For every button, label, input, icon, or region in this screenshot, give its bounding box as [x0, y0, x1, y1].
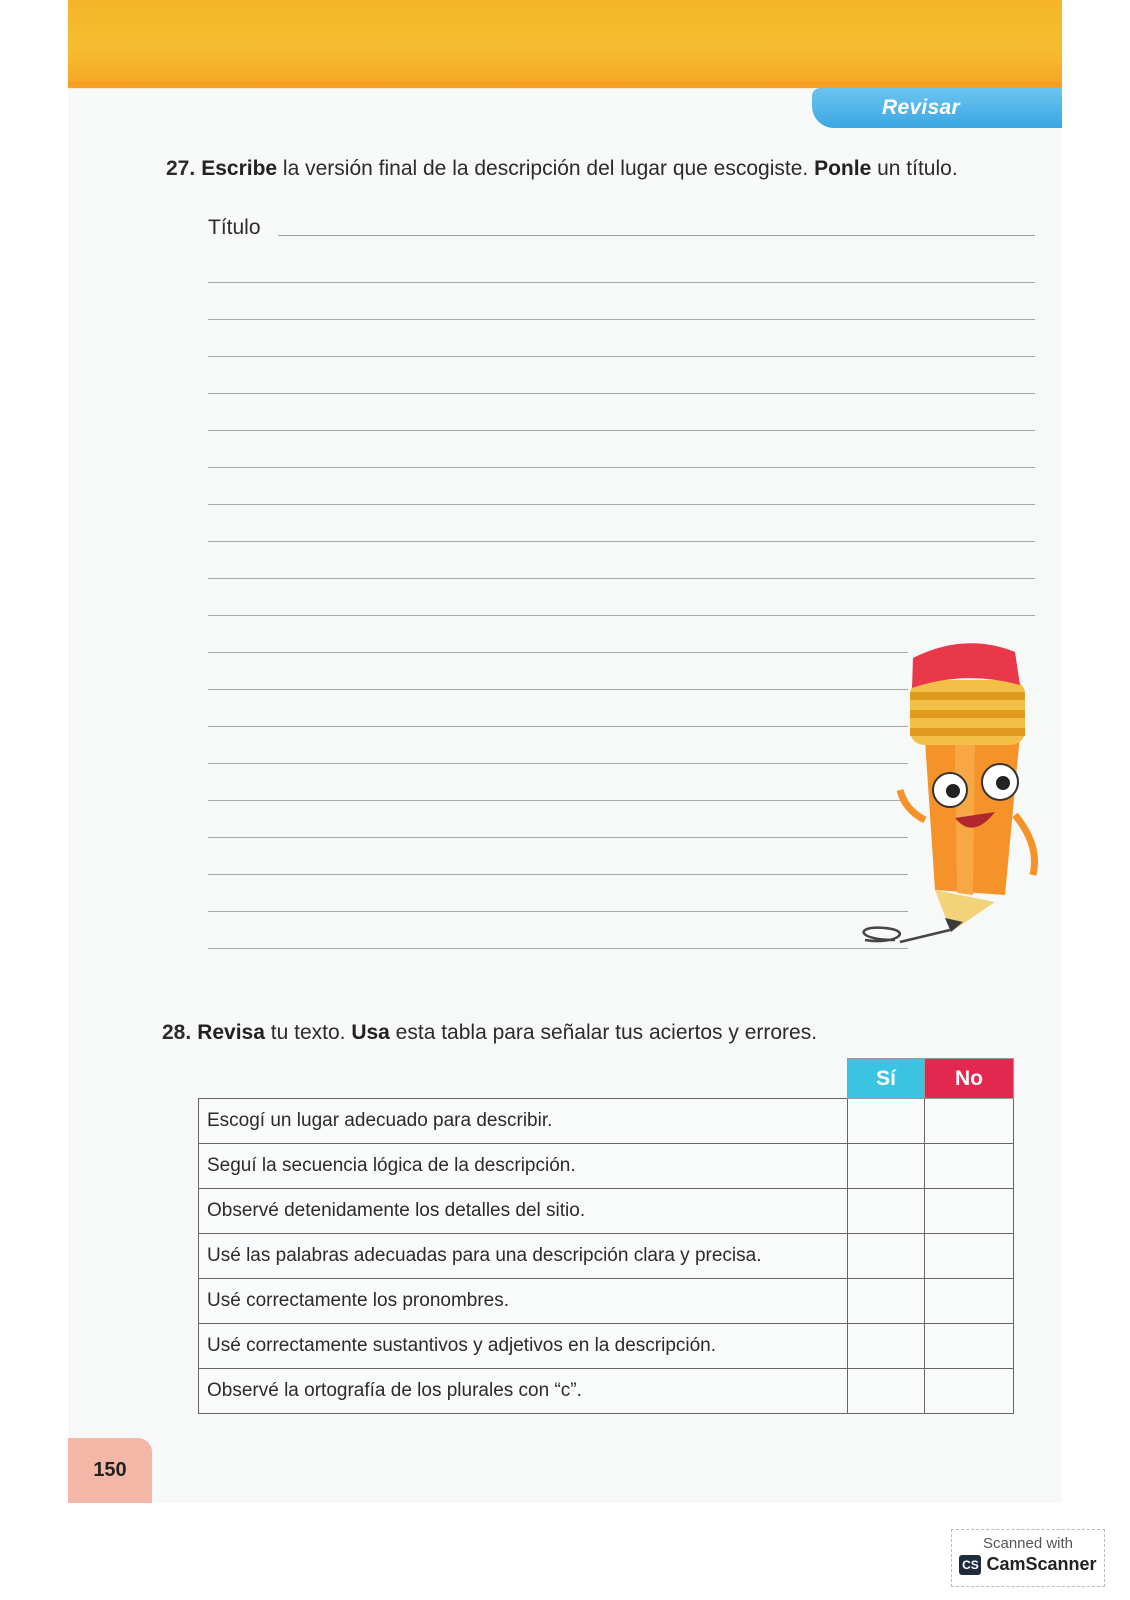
writing-line[interactable] [208, 541, 1035, 542]
checkbox-cell-no[interactable] [925, 1279, 1014, 1324]
table-row [199, 1279, 1014, 1324]
checkbox-cell-no[interactable] [925, 1234, 1014, 1279]
pencil-mascot-illustration [855, 640, 1065, 970]
table-row [199, 1369, 1014, 1414]
checkbox-cell-no[interactable] [925, 1324, 1014, 1369]
writing-line[interactable] [208, 430, 1035, 431]
question-27 [166, 156, 958, 182]
table-row [199, 1234, 1014, 1279]
instruction-text: la versión final de la descripción del lugar que escogiste. [277, 157, 815, 180]
checkbox-cell-si[interactable] [848, 1189, 925, 1234]
checkbox-cell-si[interactable] [848, 1144, 925, 1189]
writing-line[interactable] [208, 504, 1035, 505]
checkbox-cell-no[interactable] [925, 1144, 1014, 1189]
checklist-statement: Observé detenidamente los detalles del sitio. [199, 1189, 848, 1234]
checkbox-cell-si[interactable] [848, 1279, 925, 1324]
question-number: 27. [166, 157, 196, 180]
checklist-statement: Usé correctamente los pronombres. [199, 1279, 848, 1324]
instruction-verb: Escribe [201, 157, 278, 180]
writing-line[interactable] [208, 911, 908, 912]
table-row [199, 1099, 1014, 1144]
checkbox-cell-si[interactable] [848, 1099, 925, 1144]
checklist-statement: Seguí la secuencia lógica de la descripción. [199, 1144, 848, 1189]
checklist-statement: Escogí un lugar adecuado para describir. [199, 1099, 848, 1144]
writing-line[interactable] [208, 393, 1035, 394]
self-assessment-table [198, 1058, 1014, 1414]
table-header-row [199, 1059, 1014, 1099]
writing-line[interactable] [208, 837, 908, 838]
checkbox-cell-si[interactable] [848, 1324, 925, 1369]
header-band [68, 0, 1062, 88]
checkbox-cell-no[interactable] [925, 1369, 1014, 1414]
writing-line[interactable] [208, 282, 1035, 283]
writing-line[interactable] [208, 467, 1035, 468]
question-28 [162, 1020, 817, 1046]
instruction-text: esta tabla para señalar tus aciertos y errores. [389, 1021, 818, 1044]
instruction-verb: Usa [351, 1021, 390, 1044]
writing-line[interactable] [208, 356, 1035, 357]
writing-line[interactable] [208, 726, 908, 727]
checkbox-cell-no[interactable] [925, 1189, 1014, 1234]
question-number: 28. [162, 1021, 192, 1044]
writing-line[interactable] [208, 948, 908, 949]
page-number-tab [68, 1438, 152, 1503]
header-blank-cell [199, 1059, 848, 1099]
scanner-brand-name: CamScanner [986, 1554, 1097, 1574]
instruction-text: tu texto. [264, 1021, 352, 1044]
title-input-line[interactable] [278, 235, 1035, 236]
table-row [199, 1144, 1014, 1189]
camscanner-logo-icon: CS [959, 1555, 981, 1575]
scanner-caption: Scanned with [982, 1535, 1074, 1552]
checklist-statement: Observé la ortografía de los plurales con “c”. [199, 1369, 848, 1414]
page-number: 150 [93, 1459, 127, 1481]
column-header-si: Sí [848, 1059, 925, 1099]
instruction-verb: Ponle [814, 157, 872, 180]
section-tab-label: Revisar [882, 96, 960, 119]
instruction-verb: Revisa [197, 1021, 265, 1044]
checklist-statement: Usé las palabras adecuadas para una descripción clara y precisa. [199, 1234, 848, 1279]
table-row [199, 1189, 1014, 1234]
section-tab [812, 88, 1062, 128]
title-label: Título [208, 216, 261, 239]
checklist-statement: Usé correctamente sustantivos y adjetivos en la descripción. [199, 1324, 848, 1369]
checkbox-cell-si[interactable] [848, 1234, 925, 1279]
writing-line[interactable] [208, 763, 908, 764]
writing-line[interactable] [208, 578, 1035, 579]
writing-line[interactable] [208, 652, 908, 653]
column-header-no: No [925, 1059, 1014, 1099]
checkbox-cell-no[interactable] [925, 1099, 1014, 1144]
scanner-watermark [951, 1529, 1105, 1587]
writing-line[interactable] [208, 689, 908, 690]
instruction-text: un título. [871, 157, 958, 180]
writing-line[interactable] [208, 615, 1035, 616]
scanner-brand [952, 1554, 1104, 1575]
table-row [199, 1324, 1014, 1369]
writing-line[interactable] [208, 800, 908, 801]
writing-line[interactable] [208, 874, 908, 875]
writing-line[interactable] [208, 319, 1035, 320]
checkbox-cell-si[interactable] [848, 1369, 925, 1414]
